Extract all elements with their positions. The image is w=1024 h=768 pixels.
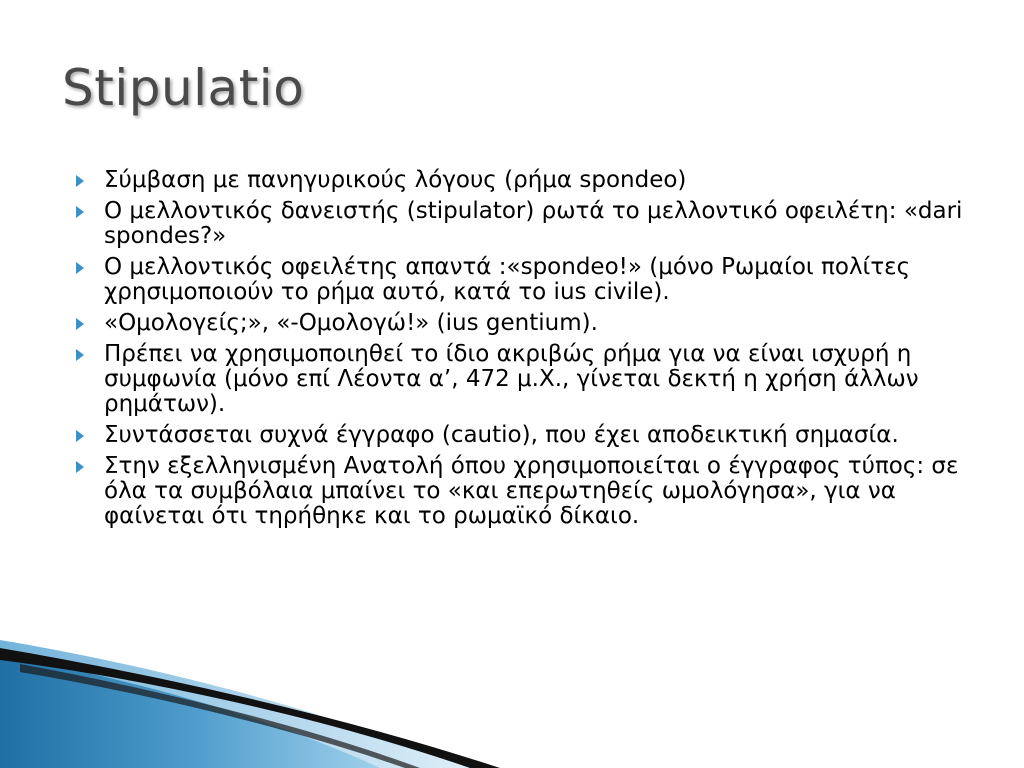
bullet-item (74, 311, 964, 336)
bullet-item (74, 423, 964, 448)
bullet-item (74, 342, 964, 417)
wave-blue-band (0, 655, 380, 768)
bullet-text: Σύμβαση με πανηγυρικούς λόγους (ρήμα spondeo) (104, 167, 687, 193)
triangle-right-icon (76, 461, 84, 473)
bullet-list (74, 168, 964, 535)
bullet-item (74, 255, 964, 305)
triangle-right-icon (76, 349, 84, 361)
bullet-text: «Ομολογείς;», «-Ομολογώ!» (ius gentium). (104, 310, 598, 336)
bullet-text: Συντάσσεται συχνά έγγραφο (cautio), που έχει αποδεικτική σημασία. (104, 422, 899, 448)
bullet-item (74, 454, 964, 529)
bullet-text: Ο μελλοντικός οφειλέτης απαντά :«spondeo!» (μόνο Ρωμαίοι πολίτες χρησιμοποιούν το ρήμα αυτό, κατά το ius civile). (104, 254, 911, 305)
bullet-item (74, 168, 964, 193)
bullet-text: Πρέπει να χρησιμοποιηθεί το ίδιο ακριβώς ρήμα για να είναι ισχυρή η συμφωνία (μόνο επί Λέοντα α’, 472 μ.Χ., γίνεται δεκτή η χρήση άλλων ρημάτων). (104, 341, 919, 417)
wave-light-band (0, 640, 470, 768)
triangle-right-icon (76, 206, 84, 218)
bullet-text: Στην εξελληνισμένη Ανατολή όπου χρησιμοποιείται ο έγγραφος τύπος: σε όλα τα συμβόλαια μπαίνει το «και επερωτηθείς ωμολόγησα», για να φαίνεται ότι τηρήθηκε και το ρωμαϊκό δίκαιο. (104, 453, 959, 529)
triangle-right-icon (76, 175, 84, 187)
triangle-right-icon (76, 262, 84, 274)
triangle-right-icon (76, 318, 84, 330)
wave-dark-stripe-2 (20, 664, 420, 768)
bullet-item (74, 199, 964, 249)
wave-dark-stripe (0, 648, 500, 768)
bullet-text: Ο μελλοντικός δανειστής (stipulator) ρωτά το μελλοντικό οφειλέτη: «dari spondes?» (104, 198, 963, 249)
slide-title: Stipulatio (62, 59, 305, 117)
triangle-right-icon (76, 430, 84, 442)
